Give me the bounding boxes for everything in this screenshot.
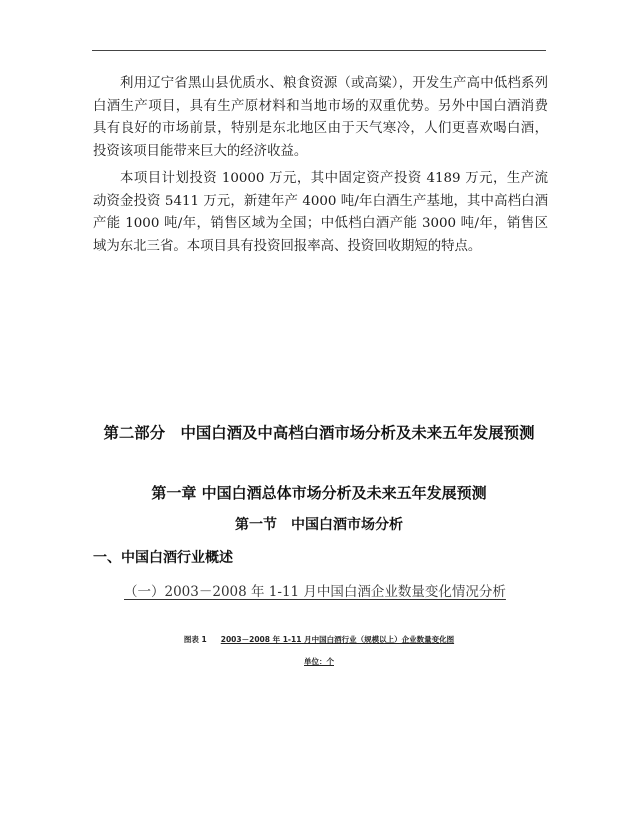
chapter-title: 第一章 中国白酒总体市场分析及未来五年发展预测 [151, 484, 487, 502]
figure-unit: 单位：个 [304, 657, 334, 666]
figure-label: 图表 1 [183, 635, 207, 644]
page-header-rule [92, 50, 546, 51]
section-title: 第一节 中国白酒市场分析 [235, 517, 403, 533]
body-paragraph-intro: 利用辽宁省黑山县优质水、粮食资源（或高粱），开发生产高中低档系列白酒生产项目，具有生产原材料和当地市场的双重优势。另外中国白酒消费具有良好的市场前景，特别是东北地区由于天气寒冷，人们更喜欢喝白酒，投资该项目能带来巨大的经济收益。 [93, 76, 548, 159]
part-title: 第二部分 中国白酒及中高档白酒市场分析及未来五年发展预测 [103, 424, 535, 442]
body-paragraph-investment: 本项目计划投资 10000 万元，其中固定资产投资 4189 万元，生产流动资金投资 5411 万元，新建年产 4000 吨/年白酒生产基地，其中高档白酒产能 1000 吨/年，销售区域为全国；中低档白酒产能 3000 吨/年，销售区域为东北三省。本项目具有投资回报率高、投资回收期短的特点。 [93, 171, 548, 254]
figure-title: 2003－2008 年 1-11 月中国白酒行业（规模以上）企业数量变化图 [220, 635, 455, 644]
subsection-link-text[interactable]: （一）2003－2008 年 1-11 月中国白酒企业数量变化情况分析 [124, 584, 506, 600]
figure-caption [0, 634, 638, 645]
subsection-link-heading[interactable] [124, 582, 506, 602]
subsection-title: 一、中国白酒行业概述 [93, 550, 233, 566]
